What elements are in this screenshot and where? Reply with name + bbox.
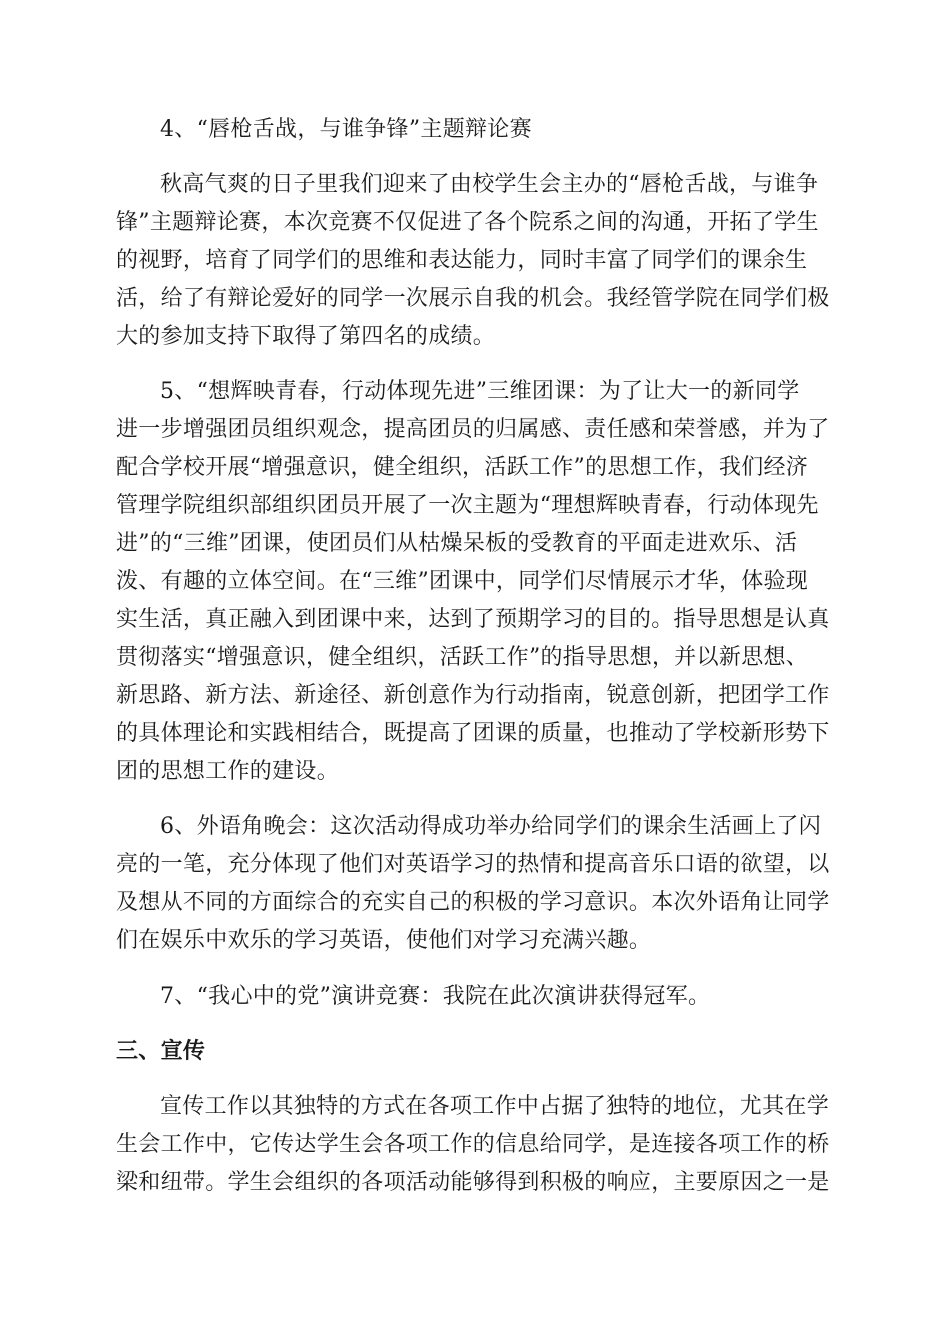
paragraph-line: 管理学院组织部组织团员开展了一次主题为“理想辉映青春，行动体现先: [116, 493, 819, 518]
paragraph-line: 及想从不同的方面综合的充实自己的积极的学习意识。本次外语角让同学: [116, 890, 830, 915]
paragraph-line: 泼、有趣的立体空间。在“三维”团课中，同学们尽情展示才华，体验现: [116, 569, 809, 594]
paragraph-line: 大的参加支持下取得了第四名的成绩。: [116, 324, 496, 349]
paragraph-line: 活，给了有辩论爱好的同学一次展示自我的机会。我经管学院在同学们极: [116, 286, 830, 311]
paragraph-line: 的视野，培育了同学们的思维和表达能力，同时丰富了同学们的课余生: [116, 248, 808, 273]
section-heading: 三、宣传: [116, 1039, 206, 1064]
paragraph-line: 进一步增强团员组织观念，提高团员的归属感、责任感和荣誉感，并为了: [116, 417, 830, 442]
paragraph-line: 们在娱乐中欢乐的学习英语，使他们对学习充满兴趣。: [116, 928, 652, 953]
paragraph-line: 实生活，真正融入到团课中来，达到了预期学习的目的。指导思想是认真: [116, 607, 830, 632]
paragraph-line: 6、外语角晚会：这次活动得成功举办给同学们的课余生活画上了闪: [160, 814, 821, 839]
paragraph-line: 生会工作中，它传达学生会各项工作的信息给同学，是连接各项工作的桥: [116, 1132, 830, 1157]
paragraph-line: 梁和纽带。学生会组织的各项活动能够得到积极的响应，主要原因之一是: [116, 1170, 830, 1195]
paragraph-line: 贯彻落实“增强意识，健全组织，活跃工作”的指导思想，并以新思想、: [116, 645, 809, 670]
paragraph-line: 团的思想工作的建设。: [116, 759, 340, 784]
paragraph-line: 秋高气爽的日子里我们迎来了由校学生会主办的“唇枪舌战，与谁争: [160, 172, 819, 197]
paragraph-line: 7、“我心中的党”演讲竞赛：我院在此次演讲获得冠军。: [160, 984, 711, 1009]
paragraph-line: 配合学校开展“增强意识，健全组织，活跃工作”的思想工作，我们经济: [116, 455, 809, 480]
paragraph-line: 锋”主题辩论赛，本次竞赛不仅促进了各个院系之间的沟通，开拓了学生: [116, 210, 819, 235]
paragraph-line: 5、“想辉映青春，行动体现先进”三维团课：为了让大一的新同学: [160, 379, 800, 404]
paragraph-line: 进”的“三维”团课，使团员们从枯燥呆板的受教育的平面走进欢乐、活: [116, 531, 798, 556]
paragraph-line: 的具体理论和实践相结合，既提高了团课的质量，也推动了学校新形势下: [116, 721, 830, 746]
item-4-title: 4、“唇枪舌战，与谁争锋”主题辩论赛: [160, 117, 532, 142]
paragraph-line: 宣传工作以其独特的方式在各项工作中占据了独特的地位，尤其在学: [160, 1094, 830, 1119]
paragraph-line: 新思路、新方法、新途径、新创意作为行动指南，锐意创新，把团学工作: [116, 683, 830, 708]
paragraph-line: 亮的一笔，充分体现了他们对英语学习的热情和提高音乐口语的欲望，以: [116, 852, 830, 877]
